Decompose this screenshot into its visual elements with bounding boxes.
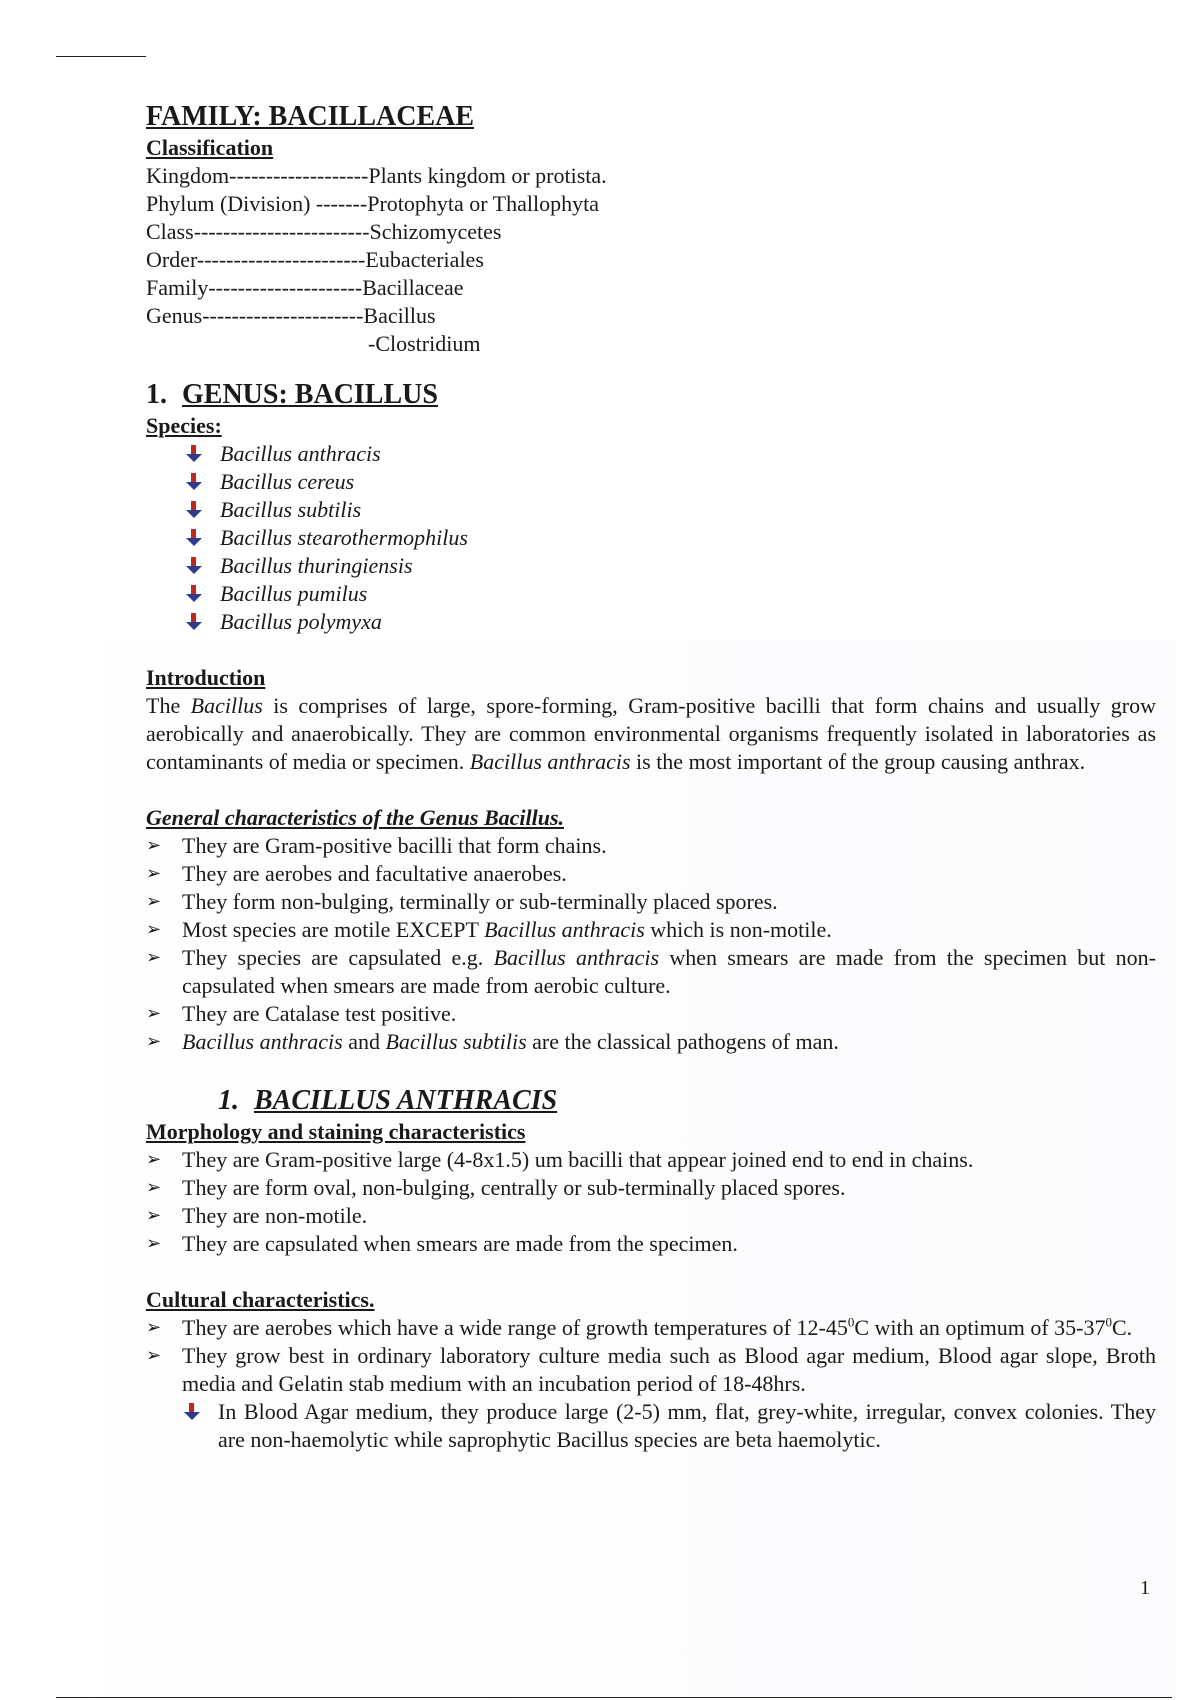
genus-number: 1.	[146, 379, 167, 410]
classification-row: Phylum (Division) -------Protophyta or Thallophyta	[146, 191, 599, 216]
classification-row: Kingdom-------------------Plants kingdom or protista.	[146, 163, 607, 188]
list-item: ➢ They are Gram-positive large (4-8x1.5) um bacilli that appear joined end to end in chains.	[146, 1147, 974, 1172]
list-item: ➢ They are aerobes and facultative anaerobes.	[146, 861, 567, 886]
list-item: Bacillus pumilus	[184, 580, 1156, 608]
list-item: Bacillus anthracis	[184, 440, 1156, 468]
list-item: ➢ They are Catalase test positive.	[146, 1001, 457, 1026]
anthracis-title	[218, 1084, 1156, 1118]
general-characteristics-list	[146, 832, 1156, 1056]
general-characteristics-heading: General characteristics of the Genus Bacillus.	[146, 805, 565, 830]
cultural-list	[146, 1314, 1156, 1398]
arrow-down-icon	[184, 556, 204, 576]
chevron-right-icon: ➢	[146, 1149, 162, 1170]
list-item: Bacillus thuringiensis	[184, 552, 1156, 580]
chevron-right-icon: ➢	[146, 1317, 162, 1338]
list-item: ➢ They are form oval, non-bulging, centrally or sub-terminally placed spores.	[146, 1175, 846, 1200]
list-item: In Blood Agar medium, they produce large (2-5) mm, flat, grey-white, irregular, convex colonies. They are non-haemolytic while saprophytic Bacillus species are beta haemolytic.	[182, 1398, 1156, 1454]
classification-row: Family---------------------Bacillaceae	[146, 275, 464, 300]
arrow-down-icon	[184, 584, 204, 604]
introduction-heading: Introduction	[146, 665, 266, 690]
chevron-right-icon: ➢	[146, 1205, 162, 1226]
chevron-right-icon: ➢	[146, 835, 162, 856]
arrow-down-icon	[184, 472, 204, 492]
anthracis-number: 1.	[218, 1085, 239, 1116]
anthracis-title-text: BACILLUS ANTHRACIS	[254, 1085, 558, 1116]
chevron-right-icon: ➢	[146, 1345, 162, 1366]
chevron-right-icon: ➢	[146, 1233, 162, 1254]
classification-heading: Classification	[146, 135, 274, 160]
genus-title	[146, 378, 1156, 412]
list-item: ➢ They are non-motile.	[146, 1203, 368, 1228]
family-title: FAMILY: BACILLACEAE	[146, 101, 475, 132]
list-item: ➢ They are Gram-positive bacilli that form chains.	[146, 833, 607, 858]
morphology-heading: Morphology and staining characteristics	[146, 1119, 526, 1144]
header-rule	[56, 56, 146, 57]
list-item: Bacillus stearothermophilus	[184, 524, 1156, 552]
footer-rule	[56, 1697, 1172, 1698]
classification-row: Class------------------------Schizomycetes	[146, 219, 502, 244]
chevron-right-icon: ➢	[146, 1177, 162, 1198]
chevron-right-icon: ➢	[146, 1003, 162, 1024]
cultural-heading: Cultural characteristics.	[146, 1287, 375, 1312]
arrow-down-icon	[184, 444, 204, 464]
classification-table	[146, 162, 1156, 358]
arrow-down-icon	[184, 500, 204, 520]
list-item: ➢ They grow best in ordinary laboratory culture media such as Blood agar medium, Blood agar slope, Broth media and Gelatin stab medium with an incubation period of 18-48hrs.	[146, 1343, 1156, 1396]
chevron-right-icon: ➢	[146, 1031, 162, 1052]
classification-row-extra: -Clostridium	[368, 331, 481, 356]
list-item: ➢ They form non-bulging, terminally or sub-terminally placed spores.	[146, 889, 778, 914]
species-list	[184, 440, 1156, 636]
list-item: Bacillus polymyxa	[184, 608, 1156, 636]
classification-row: Genus----------------------Bacillus	[146, 303, 436, 328]
list-item: ➢ They species are capsulated e.g. Bacillus anthracis when smears are made from the specimen but non-capsulated when smears are made from aerobic culture.	[146, 945, 1156, 998]
chevron-right-icon: ➢	[146, 947, 162, 968]
morphology-list	[146, 1146, 1156, 1258]
document-body	[146, 100, 1156, 1454]
list-item: ➢ They are capsulated when smears are made from the specimen.	[146, 1231, 738, 1256]
list-item: ➢ They are aerobes which have a wide range of growth temperatures of $12-45^0C$ with an optimum of $35-37^0C$.	[146, 1314, 1133, 1340]
genus-title-text: GENUS: BACILLUS	[182, 379, 438, 410]
chevron-right-icon: ➢	[146, 919, 162, 940]
page-number: 1	[1140, 1577, 1150, 1599]
list-item: Bacillus subtilis	[184, 496, 1156, 524]
chevron-right-icon: ➢	[146, 863, 162, 884]
chevron-right-icon: ➢	[146, 891, 162, 912]
cultural-sub-list	[182, 1398, 1156, 1454]
list-item: Bacillus cereus	[184, 468, 1156, 496]
species-heading: Species:	[146, 413, 222, 438]
list-item: ➢ Bacillus anthracis and Bacillus subtilis are the classical pathogens of man.	[146, 1029, 839, 1054]
introduction-paragraph: The Bacillus is comprises of large, spore-forming, Gram-positive bacilli that form chains and usually grow aerobically and anaerobically. They are common environmental organisms frequently isolated in laboratories as contaminants of media or specimen. Bacillus anthracis is the most important of the group causing anthrax.	[146, 693, 1156, 774]
classification-row: Order-----------------------Eubacteriales	[146, 247, 484, 272]
arrow-down-icon	[184, 612, 204, 632]
list-item: ➢ Most species are motile EXCEPT Bacillus anthracis which is non-motile.	[146, 917, 832, 942]
arrow-down-icon	[182, 1402, 202, 1422]
arrow-down-icon	[184, 528, 204, 548]
